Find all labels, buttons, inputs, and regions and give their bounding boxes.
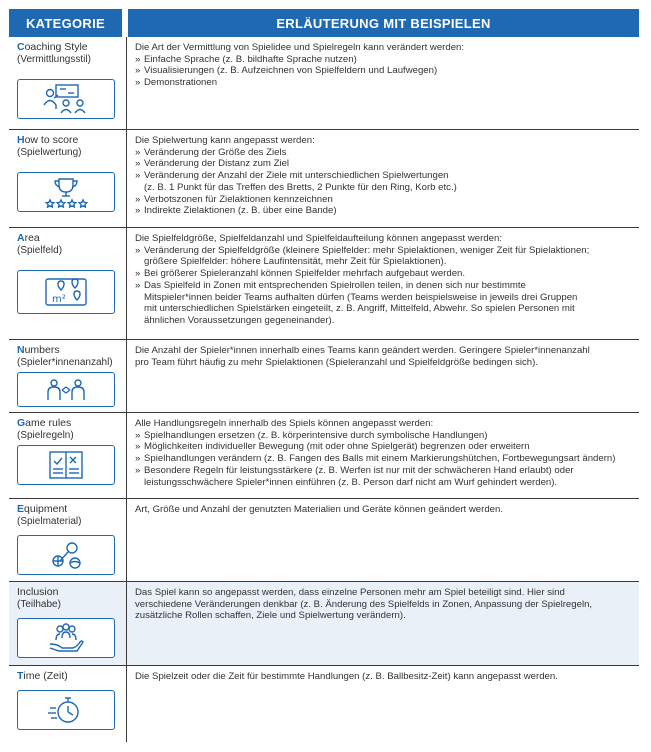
category-subtitle: (Spielfeld) (17, 244, 63, 256)
list-item: » Indirekte Zielaktionen (z. B. über eine Bande) (135, 205, 633, 217)
header-kategorie: KATEGORIE (9, 9, 122, 37)
category-cell (9, 666, 127, 742)
description-cell (127, 37, 639, 129)
trophy-icon (17, 172, 115, 212)
table-row (9, 228, 639, 340)
list-item: » Einfache Sprache (z. B. bildhafte Sprache nutzen) (135, 54, 633, 66)
table-row (9, 413, 639, 499)
description-intro: Die Spielfeldgröße, Spielfeldanzahl und Spielfeldaufteilung können angepasst werden: (135, 233, 502, 244)
table-row (9, 499, 639, 582)
category-cell (9, 37, 127, 129)
category-subtitle: (Vermittlungsstil) (17, 53, 91, 65)
category-name: Numbers (17, 344, 60, 356)
description-text: Die Spielzeit oder die Zeit für bestimmte Handlungen (z. B. Ballbesitz-Zeit) kann angepasst werden. (135, 671, 558, 682)
category-name: Inclusion (17, 586, 59, 598)
category-cell (9, 413, 127, 498)
category-subtitle: (Spielmaterial) (17, 515, 82, 527)
table-row (9, 666, 639, 742)
list-item: » Demonstrationen (135, 77, 633, 89)
inclusion-hand-icon (17, 618, 115, 658)
list-item: » Veränderung der Anzahl der Ziele mit unterschiedlichen Spielwertungen (135, 170, 633, 182)
description-text: Die Anzahl der Spieler*innen innerhalb eines Teams kann geändert werden. Geringere Spieler*innenanzahl (135, 345, 590, 356)
list-item-continuation: (z. B. 1 Punkt für das Treffen des Bretts, 2 Punkte für den Ring, Korb etc.) (144, 181, 457, 193)
table-row (9, 582, 639, 666)
description-intro: Alle Handlungsregeln innerhalb des Spiels können angepasst werden: (135, 418, 434, 429)
list-item: » Visualisierungen (z. B. Aufzeichnen von Spielfeldern und Laufwegen) (135, 65, 633, 77)
description-text: Art, Größe und Anzahl der genutzten Materialien und Geräte können geändert werden. (135, 504, 503, 515)
description-text: Das Spiel kann so angepasst werden, dass einzelne Personen mehr am Spiel beteiligt sind. Hier sind (135, 587, 565, 598)
list-item: » Spielhandlungen verändern (z. B. Fangen des Balls mit einem Markierungshütchen, Fortbewegungsart ändern) (135, 453, 633, 465)
description-intro: Die Art der Vermittlung von Spielidee und Spielregeln kann verändert werden: (135, 42, 465, 53)
category-name: Area (17, 232, 40, 244)
description-cell (127, 413, 639, 498)
table-row (9, 130, 639, 228)
description-text: verschiedene Veränderungen denkbar (z. B. Änderung des Spielfelds in Zonen, Anpassung der Spielregeln, (135, 598, 593, 610)
description-cell (127, 582, 639, 665)
list-item: » Bei größerer Spieleranzahl können Spielfelder mehrfach aufgebaut werden. (135, 268, 633, 280)
category-cell (9, 582, 127, 665)
description-text: zusätzliche Rollen schaffen, Ziele und Spielwertung verändern). (135, 610, 406, 622)
category-cell (9, 340, 127, 412)
teaching-icon (17, 79, 115, 119)
sports-equipment-icon (17, 535, 115, 575)
category-subtitle: (Spieler*innenanzahl) (17, 356, 113, 368)
description-cell (127, 130, 639, 227)
list-item: » Veränderung der Distanz zum Ziel (135, 158, 633, 170)
description-cell (127, 228, 639, 339)
field-area-icon (17, 270, 115, 314)
list-item: » Möglichkeiten individueller Bewegung (mit oder ohne Spielgerät) begrenzen oder erweitern (135, 441, 633, 453)
category-cell (9, 499, 127, 581)
category-name: Equipment (17, 503, 68, 515)
description-text: pro Team führt häufig zu mehr Spielaktionen (Spieleranzahl und Spielfeldgröße bedingen sich). (135, 356, 539, 368)
category-name: Coaching Style (17, 41, 88, 53)
description-cell (127, 340, 639, 412)
description-cell (127, 666, 639, 742)
list-item: » Veränderung der Spielfeldgröße (kleinere Spielfelder: mehr Spielaktionen, weniger Zeit für Spielaktionen; größere Spielfelder: höhere Laufintensität, mehr Zeit für Spielaktionen). (135, 245, 633, 268)
rules-checklist-icon (17, 445, 115, 485)
list-item: » Verbotszonen für Zielaktionen kennzeichnen (135, 194, 633, 206)
category-table (9, 9, 639, 742)
category-name: Time (Zeit) (17, 670, 68, 682)
description-intro: Die Spielwertung kann angepasst werden: (135, 135, 315, 146)
list-item: » Spielhandlungen ersetzen (z. B. körperintensive durch symbolische Handlungen) (135, 430, 633, 442)
table-row (9, 37, 639, 130)
category-name: Game rules (17, 417, 72, 429)
list-item: » Veränderung der Größe des Ziels (135, 147, 633, 159)
category-name: How to score (17, 134, 79, 146)
table-row (9, 340, 639, 413)
timer-icon (17, 690, 115, 730)
category-subtitle: (Spielwertung) (17, 146, 82, 158)
svg-text:m²: m² (52, 294, 66, 305)
header-erlaeuterung: ERLÄUTERUNG MIT BEISPIELEN (128, 9, 639, 37)
category-subtitle: (Teilhabe) (17, 598, 61, 610)
players-icon (17, 372, 115, 407)
description-cell (127, 499, 639, 581)
category-subtitle: (Spielregeln) (17, 429, 74, 441)
category-cell (9, 130, 127, 227)
list-item: » Besondere Regeln für leistungsstärkere (z. B. Werfen ist nur mit der schwächeren Hand erlaubt) oder leistungsschwächere Spieler*innen einführen (z. B. Person darf nicht am Wurf gehindert werden). (135, 465, 633, 488)
category-cell (9, 228, 127, 339)
list-item: » Das Spielfeld in Zonen mit entsprechenden Spielrollen teilen, in denen sich nur bestimmte Mitspieler*innen beider Teams aufhalten dürfen (Teams werden beispielsweise in jeweils drei Gruppen mit unterschiedlichen Spielstärken eingeteilt, z. B. Angriff, Mittelfeld, Abwehr. So spielen Personen mit ähnlichen Voraussetzungen gegeneinander). (135, 280, 633, 327)
table-header (9, 9, 639, 37)
